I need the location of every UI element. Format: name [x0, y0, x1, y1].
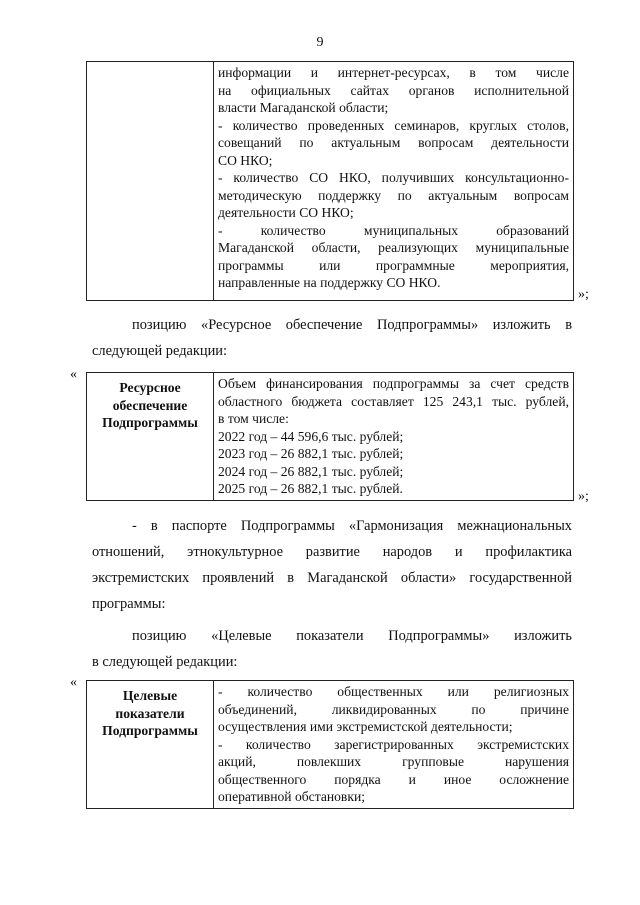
- para2-line3: экстремистских проявлений в Магаданской области» государственной: [92, 570, 572, 586]
- closing-quote: »;: [578, 287, 589, 302]
- table1-line: совещаний по актуальным вопросам деятельности: [218, 135, 569, 150]
- closing-quote: »;: [578, 489, 589, 504]
- table1-line: направленные на поддержку СО НКО.: [218, 275, 441, 290]
- target-line: - количество общественных или религиозных: [218, 684, 569, 699]
- target-line: объединений, ликвидированных по причине: [218, 701, 569, 717]
- table1-line: программы или программные мероприятия,: [218, 257, 569, 273]
- resource-line: 2022 год – 44 596,6 тыс. рублей;: [218, 428, 404, 444]
- target-label-line: показатели: [115, 705, 185, 721]
- para1-line2: следующей редакции:: [92, 343, 227, 359]
- target-line: общественного порядка и иное осложнение: [218, 771, 569, 787]
- para3-line2: в следующей редакции:: [92, 654, 238, 670]
- resource-label-line: Подпрограммы: [102, 415, 198, 430]
- table1-line: методическую поддержку по актуальным вопросам: [218, 187, 569, 203]
- continuation-table: [86, 61, 574, 301]
- resource-table: [86, 372, 574, 501]
- para2-line1: - в паспорте Подпрограммы «Гармонизация межнациональных: [132, 518, 572, 534]
- page-number: 9: [316, 35, 324, 50]
- resource-line: областного бюджета составляет 125 243,1 тыс. рублей,: [218, 393, 569, 409]
- para1-line1: позицию «Ресурсное обеспечение Подпрограммы» изложить в: [132, 317, 572, 333]
- table1-line: СО НКО;: [218, 152, 273, 168]
- table1-label-cell: [87, 62, 214, 301]
- table1-line: информации и интернет-ресурсах, в том числе: [218, 65, 569, 80]
- para2-line2: отношений, этнокультурное развитие народов и профилактика: [92, 544, 572, 560]
- target-line: осуществления ими экстремистской деятельности;: [218, 719, 513, 734]
- table1-line: - количество проведенных семинаров, круглых столов,: [218, 117, 569, 133]
- table1-line: на официальных сайтах органов исполнительной: [218, 82, 569, 98]
- resource-content-cell: [214, 373, 574, 501]
- table1-line: - количество муниципальных образований: [218, 222, 569, 238]
- target-label-line: Подпрограммы: [102, 723, 198, 738]
- table1-content-cell: [214, 62, 574, 301]
- opening-quote: «: [70, 367, 77, 382]
- paragraph-target-intro: [92, 623, 572, 675]
- table1-line: Магаданской области, реализующих муниципальные: [218, 240, 569, 255]
- table1-line: - количество СО НКО, получивших консультационно-: [218, 170, 569, 185]
- target-line: акций, повлекших групповые нарушения: [218, 754, 569, 769]
- resource-label-line: обеспечение: [112, 397, 188, 413]
- resource-line: в том числе:: [218, 411, 289, 426]
- resource-line: 2024 год – 26 882,1 тыс. рублей;: [218, 463, 404, 479]
- target-line: - количество зарегистрированных экстремистских: [218, 736, 569, 752]
- resource-line: Объем финансирования подпрограммы за счет средств: [218, 376, 569, 391]
- table1-line: деятельности СО НКО;: [218, 205, 354, 220]
- resource-label-line: Ресурсное: [119, 380, 181, 395]
- paragraph-passport: [92, 513, 572, 617]
- target-line: оперативной обстановки;: [218, 789, 365, 804]
- target-content-cell: [214, 681, 574, 809]
- resource-label-cell: [87, 373, 214, 501]
- resource-line: 2025 год – 26 882,1 тыс. рублей.: [218, 481, 403, 496]
- target-label-cell: [87, 681, 214, 809]
- resource-line: 2023 год – 26 882,1 тыс. рублей;: [218, 446, 404, 461]
- target-label-line: Целевые: [122, 688, 178, 703]
- table1-line: власти Магаданской области;: [218, 100, 389, 115]
- target-indicators-table: [86, 680, 574, 809]
- para3-line1: позицию «Целевые показатели Подпрограммы» изложить: [132, 628, 572, 644]
- opening-quote: «: [70, 675, 77, 690]
- para2-line4: программы:: [92, 596, 166, 612]
- paragraph-resource-intro: [92, 312, 572, 364]
